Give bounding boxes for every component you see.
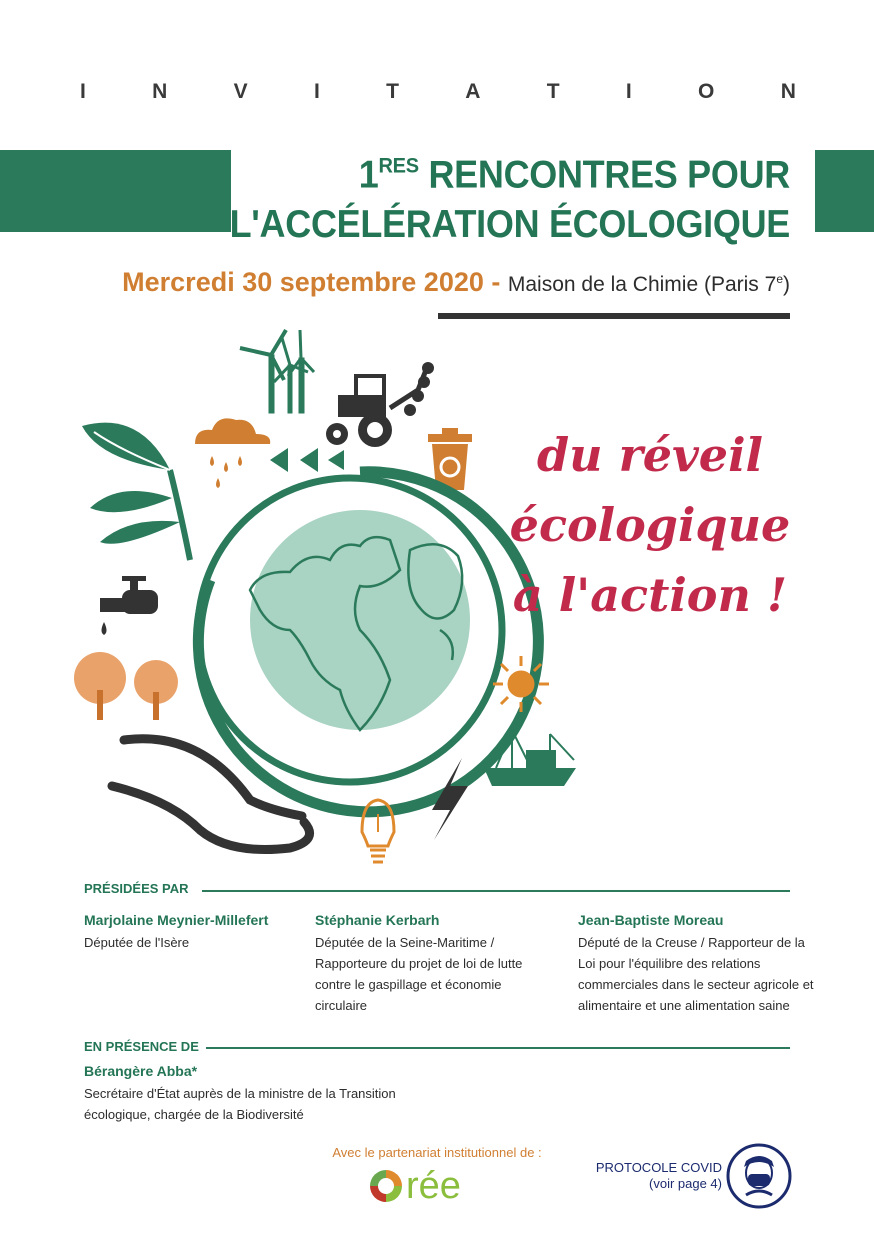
letter: T (546, 80, 560, 103)
presence-heading: EN PRÉSENCE DE (84, 1039, 199, 1054)
venue-text: Maison de la Chimie (Paris 7 (507, 273, 777, 296)
title-superscript: RES (378, 153, 419, 178)
letter: A (465, 80, 481, 103)
event-date: Mercredi 30 septembre 2020 - (122, 267, 501, 297)
sun-icon (493, 656, 549, 712)
letter: V (233, 80, 248, 103)
presidees-rule (202, 890, 790, 892)
person-name: Marjolaine Meynier-Millefert (84, 912, 269, 928)
date-line (122, 267, 790, 298)
title-line-1-text: RENCONTRES POUR (418, 151, 790, 197)
leaves-icon (82, 423, 190, 560)
rain-cloud-icon (195, 418, 270, 488)
arrow-icons (270, 448, 344, 472)
oree-logo-icon (368, 1168, 404, 1204)
person-card (315, 912, 551, 1016)
globe-icon (250, 510, 470, 730)
covid-page-ref: (voir page 4) (649, 1176, 722, 1191)
letter: I (625, 80, 632, 103)
mask-face-icon (726, 1143, 792, 1209)
slogan-line-3: à l'action ! (512, 568, 788, 622)
title-number: 1 (358, 151, 379, 197)
partner-text: Avec le partenariat institutionnel de : (332, 1145, 542, 1160)
presidees-heading: PRÉSIDÉES PAR (84, 881, 189, 896)
trees-icon (74, 652, 178, 720)
slogan-line-1: du réveil (536, 428, 764, 482)
venue-end: ) (783, 273, 790, 296)
right-green-band (815, 150, 874, 232)
slogan (500, 420, 800, 630)
person-role: Députée de l'Isère (84, 935, 190, 950)
hand-icon (112, 739, 310, 850)
event-title (230, 141, 790, 249)
venue-sup: e (776, 272, 783, 286)
letter: T (386, 80, 399, 103)
person-role: Députée de la Seine-Maritime / Rapporteure du projet de loi de lutte contre le gaspillage et économie circulaire (315, 935, 523, 1013)
person-role: Député de la Creuse / Rapporteur de la Loi pour l'équilibre des relations commerciales dans le secteur agricole et alimentaire et une alimentation saine (578, 935, 814, 1013)
guest-name: Bérangère Abba* (84, 1063, 198, 1079)
left-green-band (0, 150, 231, 232)
presence-rule (206, 1047, 790, 1049)
guest-card (84, 1063, 414, 1125)
covid-protocol[interactable] (596, 1160, 722, 1192)
guest-role: Secrétaire d'État auprès de la ministre de la Transition écologique, chargée de la Biodiversité (84, 1086, 396, 1122)
event-venue (508, 273, 790, 296)
faucet-icon (100, 576, 158, 635)
invitation-label (80, 80, 796, 104)
wind-turbines-icon (240, 330, 314, 413)
letter: I (80, 80, 86, 103)
person-card (578, 912, 814, 1016)
person-name: Stéphanie Kerbarh (315, 912, 440, 928)
covid-title: PROTOCOLE COVID (595, 1160, 722, 1175)
person-name: Jean-Baptiste Moreau (578, 912, 724, 928)
oree-logo (368, 1166, 461, 1206)
oree-logo-text: rée (406, 1165, 461, 1207)
title-line-2: L'ACCÉLÉRATION ÉCOLOGIQUE (229, 201, 790, 246)
letter: I (313, 80, 320, 103)
slogan-line-2: écologique (509, 498, 791, 552)
letter: N (780, 80, 796, 103)
letter: O (698, 80, 715, 103)
title-line-1 (230, 141, 790, 199)
letter: N (152, 80, 168, 103)
tractor-icon (326, 362, 434, 447)
person-card (84, 912, 304, 953)
